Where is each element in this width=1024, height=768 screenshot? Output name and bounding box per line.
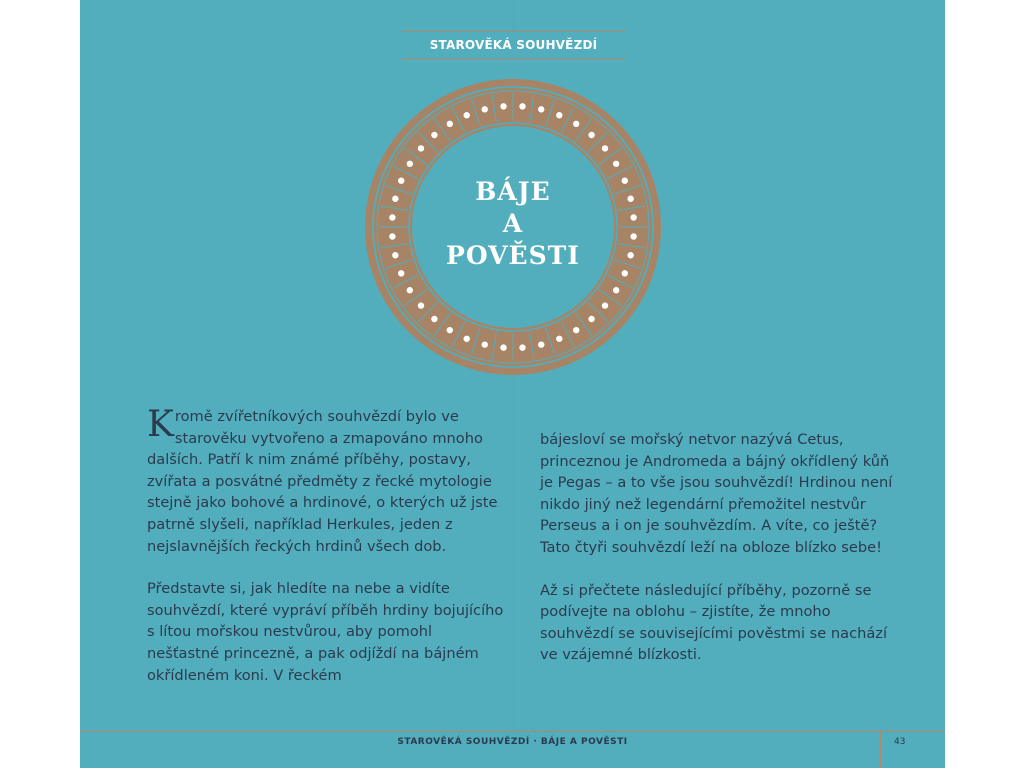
emblem-title-line-3: POVĚSTI <box>446 241 580 270</box>
paragraph-text: romě zvířetníkových souhvězdí bylo ve starověku vytvořeno a zmapováno mnoho dalších. Patří k nim známé příběhy, postavy, zvířata a posvátné předměty z řecké mytologie stejně jako bohové a hrdinové, o kterých už jste patrně slyšeli, například Herkules, jeden z nejslavnějších řeckých hrdinů všech dob. <box>147 408 498 555</box>
ring-dot <box>602 145 608 151</box>
ring-dot <box>447 327 453 333</box>
page-number: 43 <box>894 737 906 747</box>
ring-dot <box>463 336 469 342</box>
emblem-title-line-2: A <box>502 209 524 238</box>
ring-dot <box>573 327 579 333</box>
text-column-right <box>540 429 900 687</box>
ring-dot <box>519 344 525 350</box>
ring-dot <box>627 252 633 258</box>
running-footer: STAROVĚKÁ SOUHVĚZDÍ · BÁJE A POVĚSTI <box>397 737 628 747</box>
ring-dot <box>613 287 619 293</box>
footer-rule <box>80 731 945 732</box>
ring-dot <box>482 106 488 112</box>
ring-dot <box>482 341 488 347</box>
ring-dot <box>630 214 636 220</box>
ring-dot <box>538 106 544 112</box>
ring-dot <box>389 214 395 220</box>
ring-dot <box>431 316 437 322</box>
ring-dot <box>463 112 469 118</box>
ring-dot <box>500 344 506 350</box>
ring-dot <box>398 270 404 276</box>
ring-dot <box>447 121 453 127</box>
ring-dot <box>627 196 633 202</box>
ring-dot <box>431 132 437 138</box>
center-rule-top <box>513 0 514 32</box>
paragraph: Představte si, jak hledíte na nebe a vidíte souhvězdí, které vypráví příběh hrdiny bojujícího s lítou mořskou nestvůrou, aby pomohl nešťastné princezně, a pak odjíždí na bájném okřídleném koni. V řeckém <box>147 580 504 684</box>
paragraph: bájesloví se mořský netvor nazývá Cetus, princeznou je Andromeda a bájný okřídlený kůň je Pegas – a to vše jsou souhvězdí! Hrdinou není nikdo jiný než legendární přemožitel nestvůr Perseus a i on je souhvězdím. A víte, co ještě? Tato čtyři souhvězdí leží na obloze blízko sebe! <box>540 431 893 556</box>
section-header <box>402 31 625 59</box>
ring-dot <box>418 302 424 308</box>
ring-dot <box>407 161 413 167</box>
ring-dot <box>389 233 395 239</box>
ring-dot <box>588 132 594 138</box>
book-page <box>80 0 945 768</box>
ring-dot <box>500 103 506 109</box>
center-rule-middle <box>513 372 514 731</box>
ring-dot <box>407 287 413 293</box>
ring-dot <box>418 145 424 151</box>
chapter-emblem <box>364 78 662 376</box>
section-title: STAROVĚKÁ SOUHVĚZDÍ <box>429 38 598 52</box>
drop-cap: K <box>147 404 174 445</box>
ring-dot <box>398 177 404 183</box>
ring-dot <box>613 161 619 167</box>
ring-dot <box>588 316 594 322</box>
ring-dot <box>392 252 398 258</box>
ring-dot <box>602 302 608 308</box>
ring-dot <box>538 341 544 347</box>
ring-dot <box>556 336 562 342</box>
ring-dot <box>519 103 525 109</box>
ring-dot <box>622 177 628 183</box>
ring-dot <box>573 121 579 127</box>
text-column-left <box>147 406 507 707</box>
ring-dot <box>622 270 628 276</box>
emblem-title-line-1: BÁJE <box>475 177 551 206</box>
paragraph <box>147 406 507 557</box>
ring-dot <box>630 233 636 239</box>
ring-dot <box>392 196 398 202</box>
ring-dot <box>556 112 562 118</box>
paragraph: Až si přečtete následující příběhy, pozorně se podívejte na oblohu – zjistíte, že mnoho souhvězdí se souvisejícími pověstmi se nachází ve vzájemné blízkosti. <box>540 581 888 664</box>
